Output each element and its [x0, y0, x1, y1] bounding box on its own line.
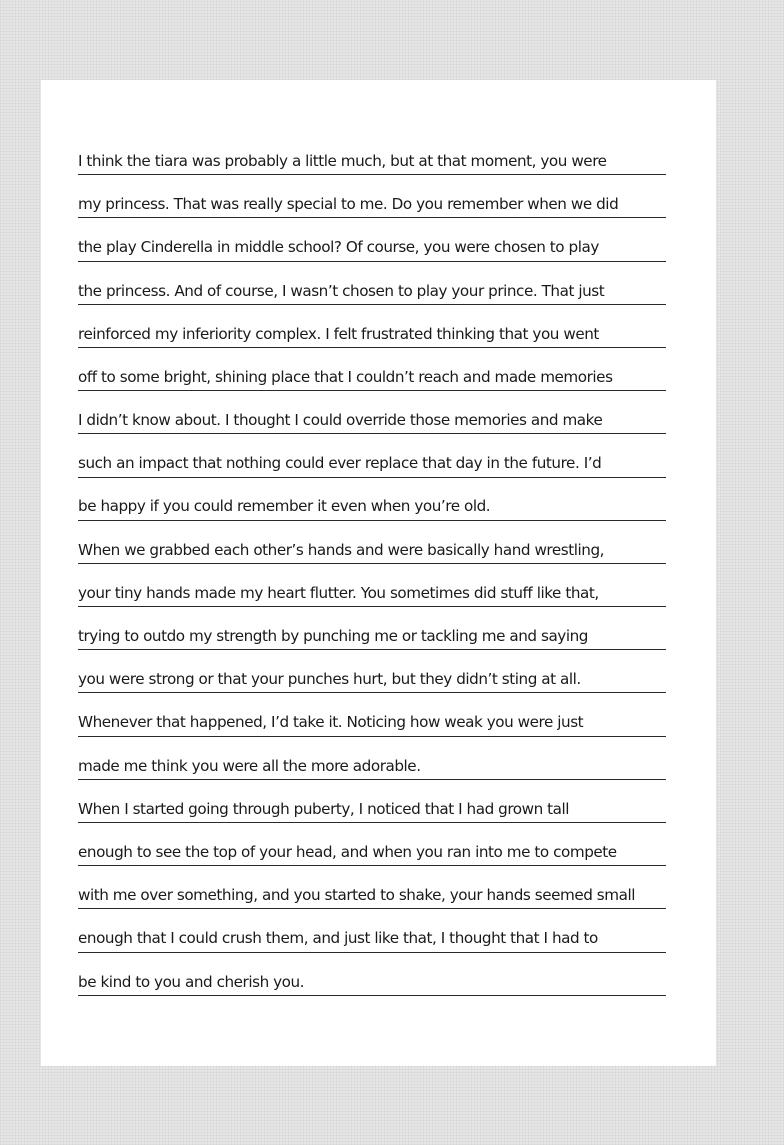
text-line	[78, 478, 666, 521]
text-line	[78, 564, 666, 607]
text-line	[78, 218, 666, 261]
text-line	[78, 305, 666, 348]
line-text: off to some bright, shining place that I couldn’t reach and made memories	[78, 367, 613, 386]
line-text: trying to outdo my strength by punching me or tackling me and saying	[78, 627, 588, 646]
line-text: the play Cinderella in middle school? Of course, you were chosen to play	[78, 238, 599, 257]
line-text: enough that I could crush them, and just like that, I thought that I had to	[78, 929, 598, 948]
line-text: the princess. And of course, I wasn’t chosen to play your prince. That just	[78, 281, 605, 300]
line-text: such an impact that nothing could ever replace that day in the future. I’d	[78, 454, 602, 473]
line-text: you were strong or that your punches hurt, but they didn’t sting at all.	[78, 670, 581, 689]
line-text: be kind to you and cherish you.	[78, 972, 305, 991]
text-line	[78, 909, 666, 952]
text-line	[78, 650, 666, 693]
text-line	[78, 262, 666, 305]
line-text: When we grabbed each other’s hands and were basically hand wrestling,	[78, 540, 605, 559]
text-line	[78, 780, 666, 823]
line-text: I think the tiara was probably a little much, but at that moment, you were	[78, 151, 607, 170]
text-line	[78, 737, 666, 780]
line-text: I didn’t know about. I thought I could override those memories and make	[78, 411, 603, 430]
text-line	[78, 823, 666, 866]
text-line	[78, 953, 666, 996]
line-text: my princess. That was really special to me. Do you remember when we did	[78, 195, 619, 214]
notebook-page	[41, 80, 716, 1066]
text-line	[78, 693, 666, 736]
text-line	[78, 132, 666, 175]
text-line	[78, 521, 666, 564]
lined-text-block	[78, 132, 666, 996]
line-text: enough to see the top of your head, and when you ran into me to compete	[78, 842, 617, 861]
line-text: your tiny hands made my heart flutter. You sometimes did stuff like that,	[78, 583, 599, 602]
line-text: with me over something, and you started to shake, your hands seemed small	[78, 886, 635, 905]
text-line	[78, 866, 666, 909]
line-text: be happy if you could remember it even when you’re old.	[78, 497, 491, 516]
text-line	[78, 434, 666, 477]
line-text: made me think you were all the more adorable.	[78, 756, 421, 775]
line-text: When I started going through puberty, I noticed that I had grown tall	[78, 799, 570, 818]
text-line	[78, 391, 666, 434]
text-line	[78, 348, 666, 391]
text-line	[78, 175, 666, 218]
line-text: reinforced my inferiority complex. I felt frustrated thinking that you went	[78, 324, 599, 343]
text-line	[78, 607, 666, 650]
line-text: Whenever that happened, I’d take it. Noticing how weak you were just	[78, 713, 584, 732]
